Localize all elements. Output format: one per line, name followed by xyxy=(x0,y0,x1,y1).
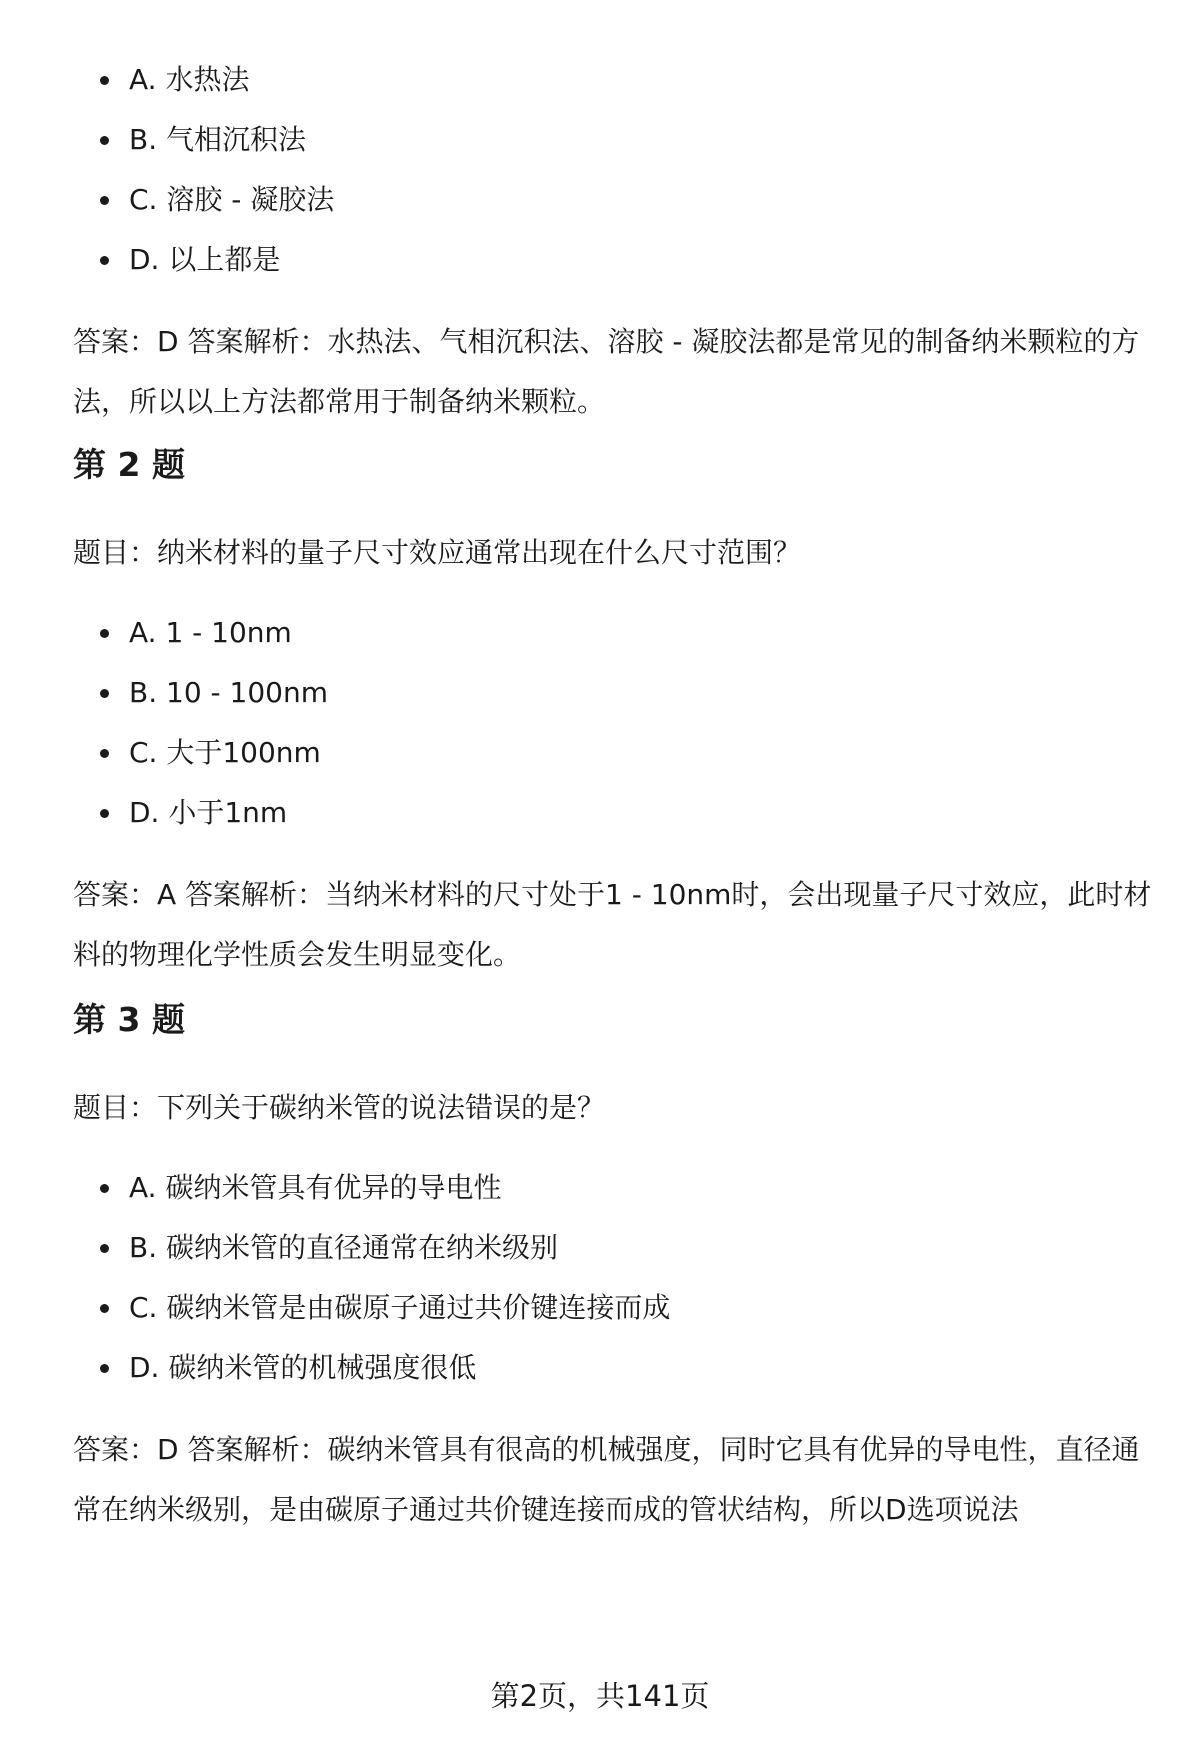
option-c: C. 大于100nm xyxy=(73,723,1163,783)
question-3-text: 题目：下列关于碳纳米管的说法错误的是？ xyxy=(73,1091,606,1124)
option-d: D. 碳纳米管的机械强度很低 xyxy=(73,1338,1163,1398)
option-b: B. 碳纳米管的直径通常在纳米级别 xyxy=(73,1218,1163,1278)
option-b: B. 气相沉积法 xyxy=(73,110,1163,170)
option-d: D. 小于1nm xyxy=(73,783,1163,843)
question-3-answer: 答案：D 答案解析：碳纳米管具有很高的机械强度，同时它具有优异的导电性，直径通常在纳米级别，是由碳原子通过共价键连接而成的管状结构，所以D选项说法 xyxy=(73,1433,1140,1526)
option-a: A. 碳纳米管具有优异的导电性 xyxy=(73,1158,1163,1218)
question-1-options xyxy=(73,50,1163,290)
page-footer: 第2页，共141页 xyxy=(490,1679,710,1713)
question-2-text: 题目：纳米材料的量子尺寸效应通常出现在什么尺寸范围？ xyxy=(73,536,802,569)
question-1-section xyxy=(73,50,1163,432)
option-c: C. 碳纳米管是由碳原子通过共价键连接而成 xyxy=(73,1278,1163,1338)
question-1-answer: 答案：D 答案解析：水热法、气相沉积法、溶胶 - 凝胶法都是常见的制备纳米颗粒的方法，所以以上方法都常用于制备纳米颗粒。 xyxy=(73,325,1140,418)
question-2-heading: 第 2 题 xyxy=(73,445,185,484)
question-2-options xyxy=(73,603,1163,843)
option-b: B. 10 - 100nm xyxy=(73,663,1163,723)
question-2-section xyxy=(73,435,1163,985)
question-3-section xyxy=(73,990,1163,1540)
question-3-options xyxy=(73,1158,1163,1398)
option-a: A. 1 - 10nm xyxy=(73,603,1163,663)
option-d: D. 以上都是 xyxy=(73,230,1163,290)
option-a: A. 水热法 xyxy=(73,50,1163,110)
option-c: C. 溶胶 - 凝胶法 xyxy=(73,170,1163,230)
question-2-answer: 答案：A 答案解析：当纳米材料的尺寸处于1 - 10nm时，会出现量子尺寸效应，此时材料的物理化学性质会发生明显变化。 xyxy=(73,878,1152,971)
question-3-heading: 第 3 题 xyxy=(73,1000,185,1039)
